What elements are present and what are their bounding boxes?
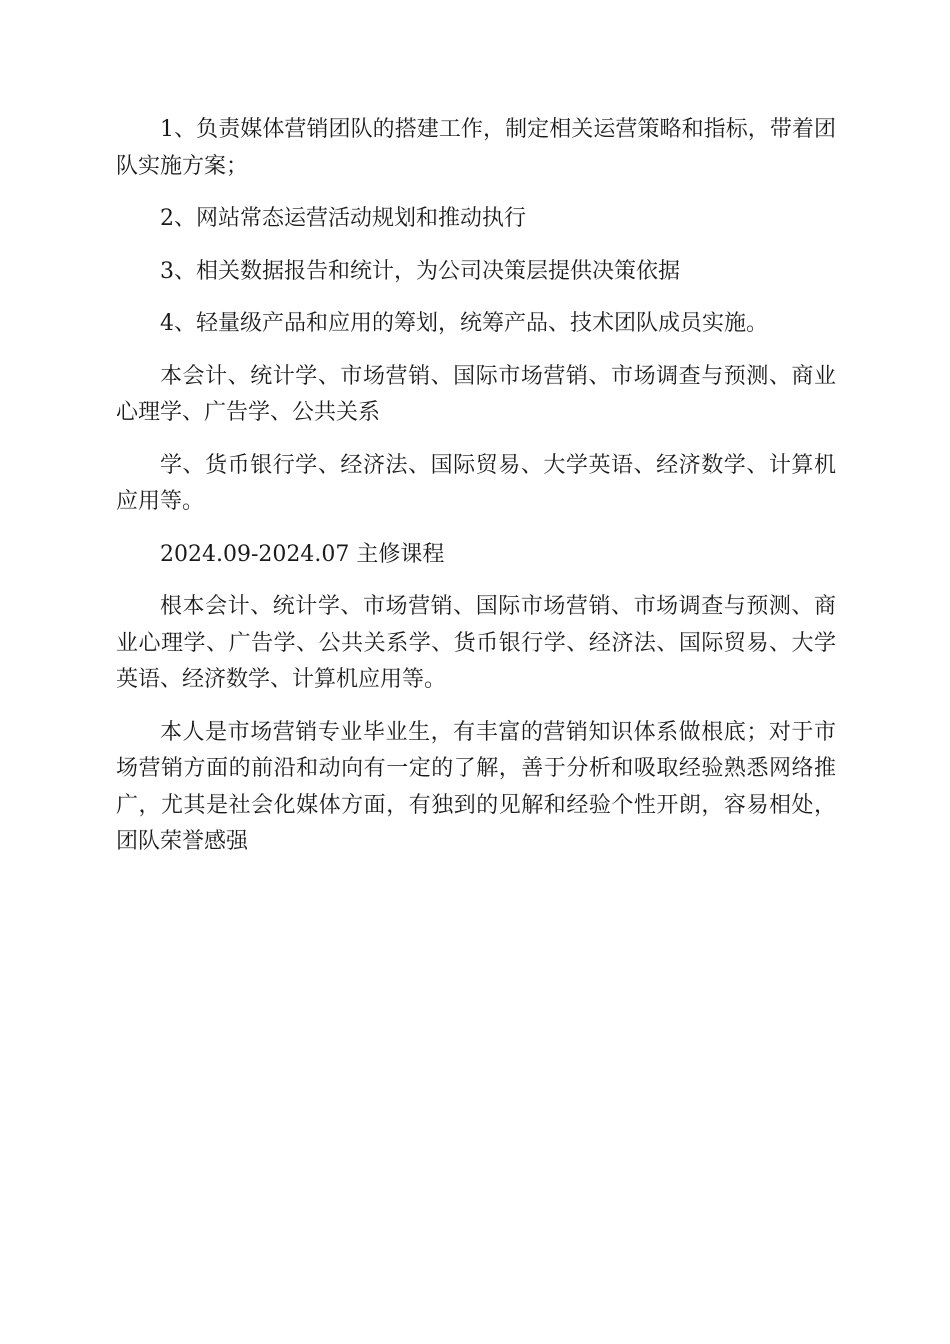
duty-item-1: 1、负责媒体营销团队的搭建工作，制定相关运营策略和指标，带着团队实施方案；: [116, 117, 836, 179]
self-evaluation: 本人是市场营销专业毕业生，有丰富的营销知识体系做根底；对于市场营销方面的前沿和动向有一定的了解，善于分析和吸取经验熟悉网络推广，尤其是社会化媒体方面，有独到的见解和经验个性开朗，容易相处，团队荣誉感强: [116, 719, 836, 854]
document-body: [116, 112, 836, 877]
course-list-part-1: 本会计、统计学、市场营销、国际市场营销、市场调查与预测、商业心理学、广告学、公共关系: [116, 363, 836, 425]
duty-item-3: 3、相关数据报告和统计，为公司决策层提供决策依据: [160, 258, 680, 284]
course-list-part-2: 学、货币银行学、经济法、国际贸易、大学英语、经济数学、计算机应用等。: [116, 452, 836, 514]
duty-item-2: 2、网站常态运营活动规划和推动执行: [160, 206, 526, 231]
education-period: 2024.09-2024.07 主修课程: [160, 541, 445, 567]
main-courses: 根本会计、统计学、市场营销、国际市场营销、市场调查与预测、商业心理学、广告学、公共关系学、货币银行学、经济法、国际贸易、大学英语、经济数学、计算机应用等。: [116, 594, 836, 692]
duty-item-4: 4、轻量级产品和应用的筹划，统筹产品、技术团队成员实施。: [160, 311, 768, 336]
